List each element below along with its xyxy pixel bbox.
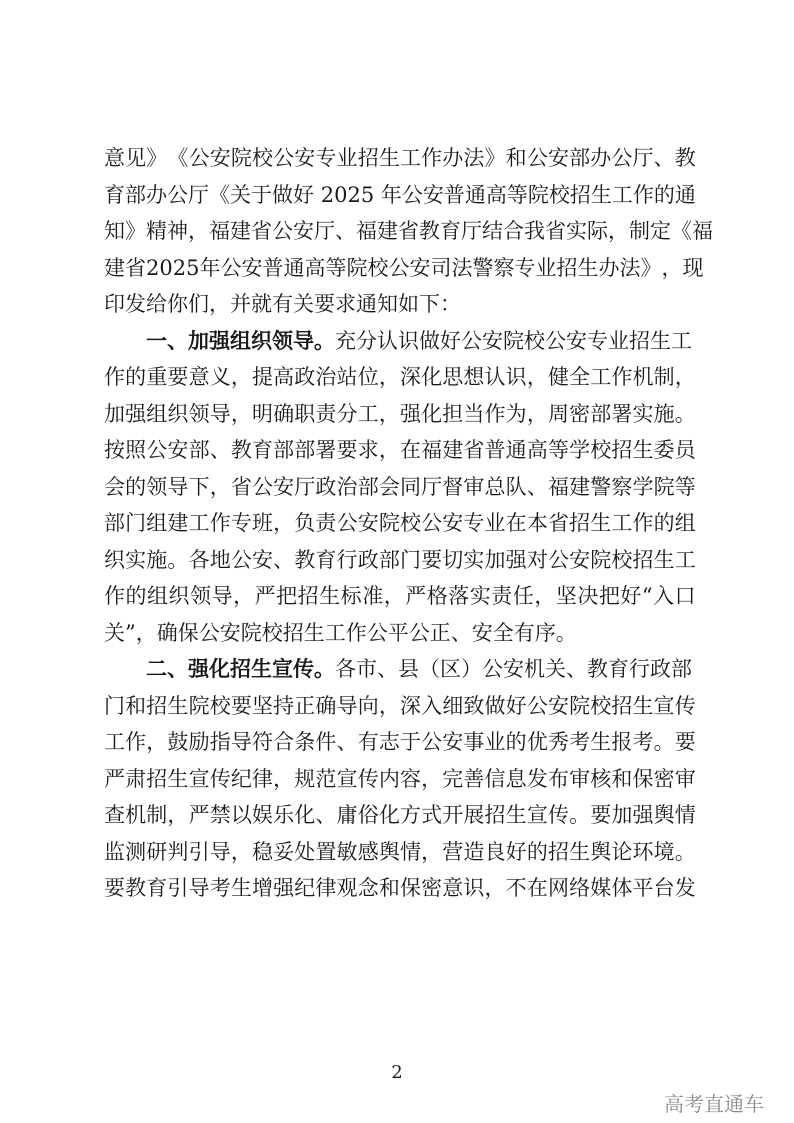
text-line: 作 的 组 织 领 导 ， 严 把 招 生 标 准 ， 严 格 落 实 责 任 ， 坚 决 把 好 “ 入 口 <box>104 584 696 608</box>
text-line <box>104 323 696 360</box>
text-line: 部 门 组 建 工 作 专 班 ， 负 责 公 安 院 校 公 安 专 业 在 本 省 招 生 工 作 的 组 <box>104 511 696 535</box>
text-line: 要 教 育 引 导 考 生 增 强 纪 律 观 念 和 保 密 意 识 ， 不 在 网 络 媒 体 平 台 发 <box>104 876 696 900</box>
document-body <box>104 140 713 907</box>
section-1-heading: 一、加强组织领导。 <box>146 328 335 353</box>
intro-paragraph <box>104 140 713 323</box>
text-line: 加 强 组 织 领 导 ， 明 确 职 责 分 工 ， 强 化 担 当 作 为 ， 周 密 部 署 实 施 。 <box>104 401 696 426</box>
section-2-paragraph <box>104 651 696 907</box>
text-line <box>104 651 696 688</box>
section-1-paragraph <box>104 323 696 652</box>
text-line: 育 部 办 公 厅 《 关 于 做 好 2 0 2 5 年 公 安 普 通 高 等 院 校 招 生 工 作 的 通 <box>104 182 696 207</box>
section-2-heading: 二、强化招生宣传。 <box>146 657 335 681</box>
text-line: 建 省 2 0 2 5 年 公 安 普 通 高 等 院 校 公 安 司 法 警 察 专 业 招 生 办 法 》 ， 现 <box>104 255 704 280</box>
page-number: 2 <box>391 1062 403 1083</box>
text-line: 作 的 重 要 意 义 ， 提 高 政 治 站 位 ， 深 化 思 想 认 识 ， 健 全 工 作 机 制 ， <box>104 365 696 389</box>
text-line: 会 的 领 导 下 ， 省 公 安 厅 政 治 部 会 同 厅 督 审 总 队 、 福 建 警 察 学 院 等 <box>104 474 696 499</box>
text-line: 监 测 研 判 引 导 ， 稳 妥 处 置 敏 感 舆 情 ， 营 造 良 好 的 招 生 舆 论 环 境 。 <box>104 839 696 864</box>
text-line: 意 见 》 《 公 安 院 校 公 安 专 业 招 生 工 作 办 法 》 和 公 安 部 办 公 厅 、 教 <box>104 146 696 170</box>
text-line: 织 实 施 。 各 地 公 安 、 教 育 行 政 部 门 要 切 实 加 强 对 公 安 院 校 招 生 工 <box>104 547 696 572</box>
section-1-first-line: 充分认识做好公安院校公安专业招生工 <box>335 328 692 353</box>
text-line: 门 和 招 生 院 校 要 坚 持 正 确 导 向 ， 深 入 细 致 做 好 公 安 院 校 招 生 宣 传 <box>104 693 696 718</box>
watermark: 高考直通车 <box>664 1092 764 1116</box>
text-line: 严 肃 招 生 宣 传 纪 律 ， 规 范 宣 传 内 容 ， 完 善 信 息 发 布 审 核 和 保 密 审 <box>104 766 696 791</box>
text-line: 查 机 制 ， 严 禁 以 娱 乐 化 、 庸 俗 化 方 式 开 展 招 生 宣 传 。 要 加 强 舆 情 <box>104 803 696 827</box>
text-line: 知 》 精 神 ， 福 建 省 公 安 厅 、 福 建 省 教 育 厅 结 合 我 省 实 际 ， 制 定 《 福 <box>104 219 713 243</box>
text-line: 印发给你们，并就有关要求通知如下： <box>104 292 461 316</box>
text-line: 按 照 公 安 部 、 教 育 部 部 署 要 求 ， 在 福 建 省 普 通 高 等 学 校 招 生 委 员 <box>104 438 696 462</box>
section-2-first-line: 各市、县（区）公安机关、教育行政部 <box>335 657 692 681</box>
text-line: 关”，确保公安院校招生工作公平公正、安全有序。 <box>104 620 577 645</box>
text-line: 工 作 ， 鼓 励 指 导 符 合 条 件 、 有 志 于 公 安 事 业 的 优 秀 考 生 报 考 。 要 <box>104 730 696 754</box>
